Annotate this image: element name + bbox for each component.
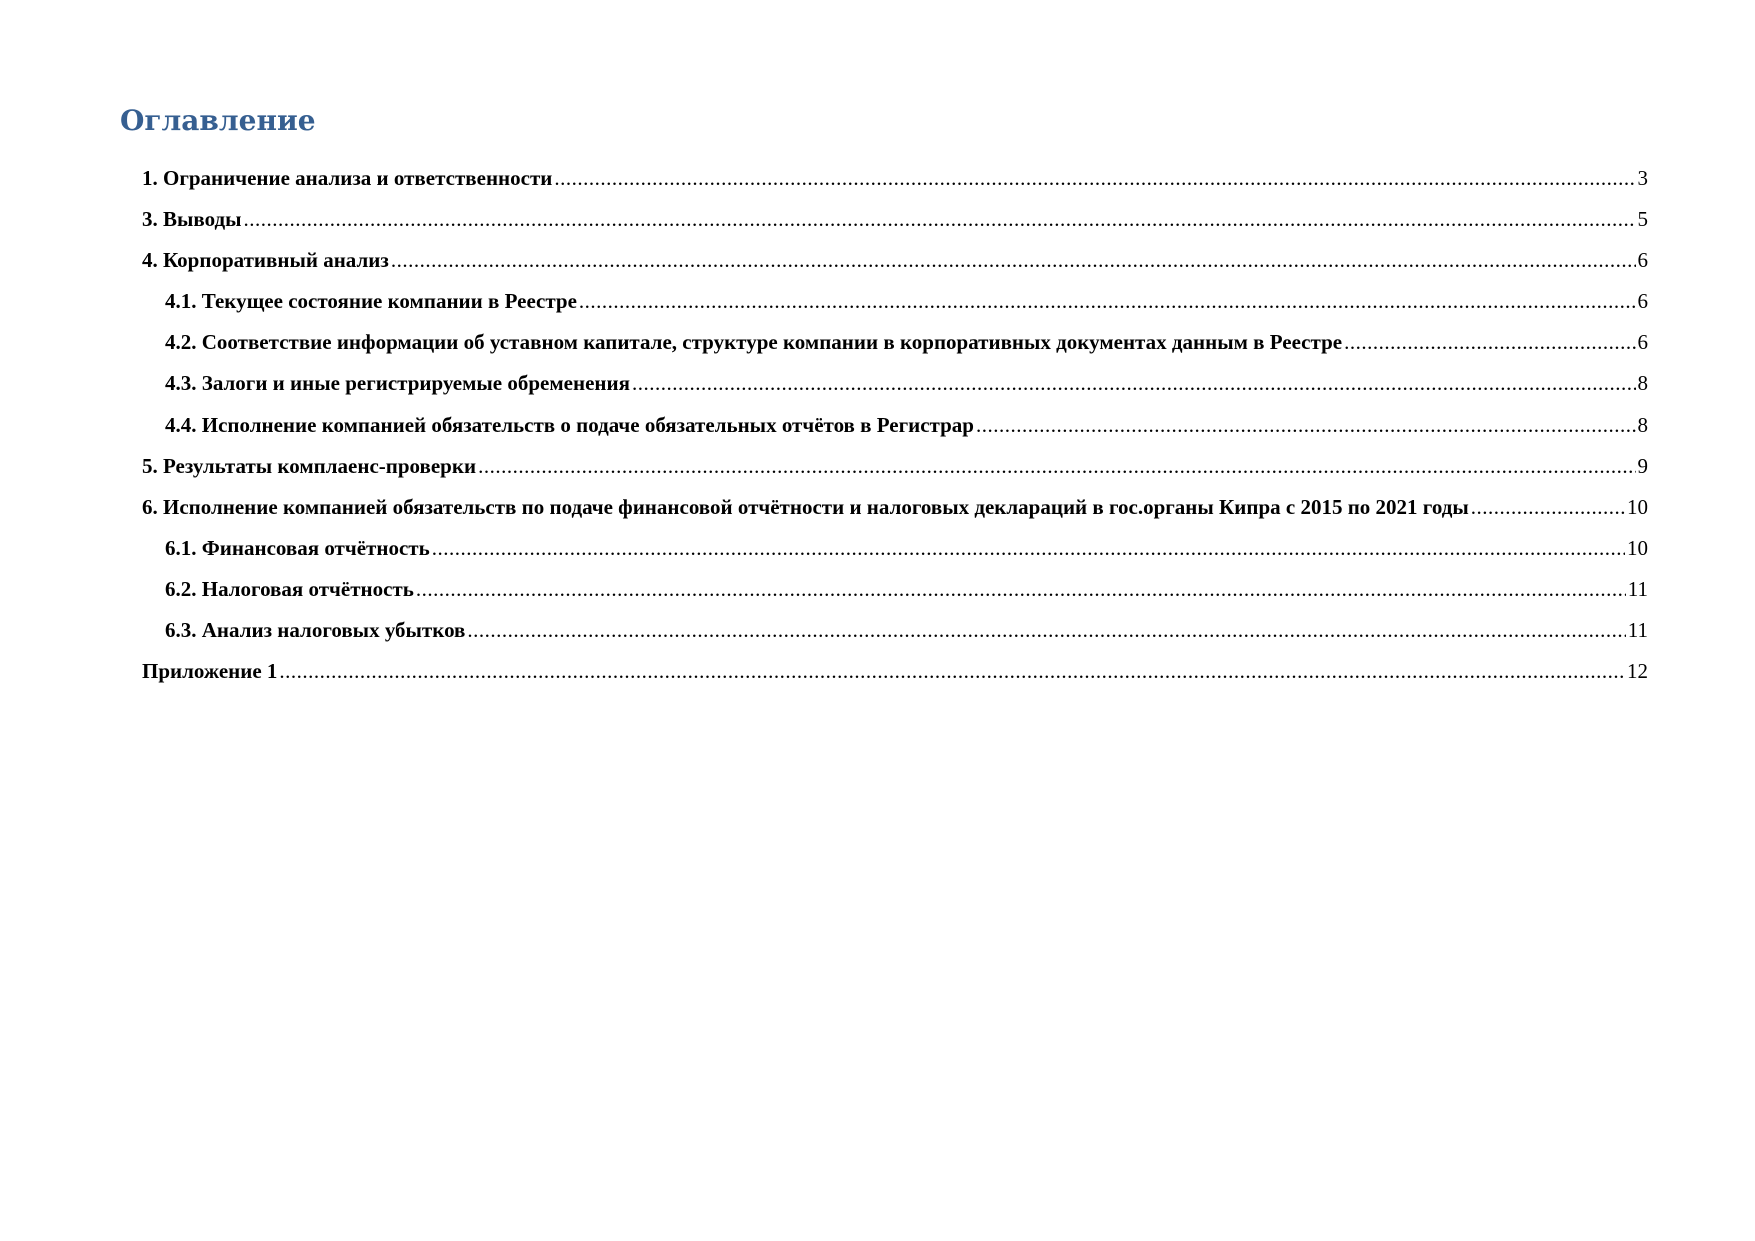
toc-entry-label: 4. Корпоративный анализ	[142, 248, 389, 273]
toc-entry-label: 6. Исполнение компанией обязательств по подаче финансовой отчётности и налоговых деклараций в гос.органы Кипра с 2015 по 2021 годы	[142, 494, 1469, 519]
toc-entry-page: 10	[1627, 494, 1648, 519]
toc-entry-page: 11	[1627, 576, 1648, 601]
toc-entry-page: 12	[1627, 659, 1648, 684]
toc-entry-label: 1. Ограничение анализа и ответственности	[142, 166, 553, 190]
toc-entry-label: 4.2. Соответствие информации об уставном капитале, структуре компании в корпоративных документах данным в Реестре	[165, 330, 1343, 355]
toc-entry[interactable]	[0, 575, 1648, 616]
toc-entry-page: 11	[1627, 618, 1648, 643]
toc-entry-label: 6.2. Налоговая отчётность	[165, 576, 414, 601]
toc-entry-page: 8	[1637, 412, 1648, 437]
toc-entry-page: 6	[1637, 289, 1648, 314]
dot-leader	[1471, 493, 1625, 521]
toc-entry-page: 9	[1637, 453, 1648, 478]
toc-entry[interactable]	[0, 452, 1648, 493]
toc-entry[interactable]	[0, 534, 1648, 575]
toc-entry[interactable]	[0, 369, 1648, 410]
toc-entry-page: 6	[1637, 248, 1648, 273]
toc-entry-label: Приложение 1	[142, 659, 278, 684]
toc-entry-label: 3. Выводы	[142, 207, 242, 232]
dot-leader	[416, 575, 1626, 603]
dot-leader	[976, 411, 1636, 439]
toc-entry-page: 3	[1637, 166, 1648, 190]
dot-leader	[478, 452, 1635, 480]
toc-title: Оглавление	[120, 104, 316, 137]
toc-entry-label: 4.1. Текущее состояние компании в Реестре	[165, 289, 577, 314]
toc-entry[interactable]	[0, 205, 1648, 246]
toc-entry-page: 5	[1637, 207, 1648, 232]
toc-entry[interactable]	[0, 328, 1648, 369]
dot-leader	[279, 657, 1625, 685]
toc-entry[interactable]	[0, 411, 1648, 452]
toc-entry[interactable]	[0, 493, 1648, 534]
toc-entry-label: 4.3. Залоги и иные регистрируемые обременения	[165, 371, 630, 396]
toc-entry-label: 6.3. Анализ налоговых убытков	[165, 618, 466, 643]
toc-entry-label: 6.1. Финансовая отчётность	[165, 535, 430, 560]
dot-leader	[467, 616, 1625, 644]
toc-entry-label: 4.4. Исполнение компанией обязательств о подаче обязательных отчётов в Регистрар	[165, 412, 974, 437]
dot-leader	[391, 246, 1636, 274]
dot-leader	[244, 205, 1636, 233]
toc-entry-page: 8	[1637, 371, 1648, 396]
dot-leader	[432, 534, 1625, 562]
toc-entry-label: 5. Результаты комплаенс-проверки	[142, 453, 477, 478]
dot-leader	[579, 287, 1636, 315]
toc-entry[interactable]	[0, 246, 1648, 287]
toc-entry[interactable]	[0, 616, 1648, 657]
dot-leader	[632, 369, 1636, 397]
toc-entry[interactable]	[0, 657, 1648, 698]
toc-list	[0, 164, 1755, 698]
toc-entry-page: 6	[1637, 330, 1648, 355]
toc-entry-page: 10	[1627, 535, 1648, 560]
dot-leader	[1344, 328, 1635, 356]
toc-entry[interactable]	[0, 164, 1648, 205]
dot-leader	[554, 164, 1635, 192]
toc-entry[interactable]	[0, 287, 1648, 328]
